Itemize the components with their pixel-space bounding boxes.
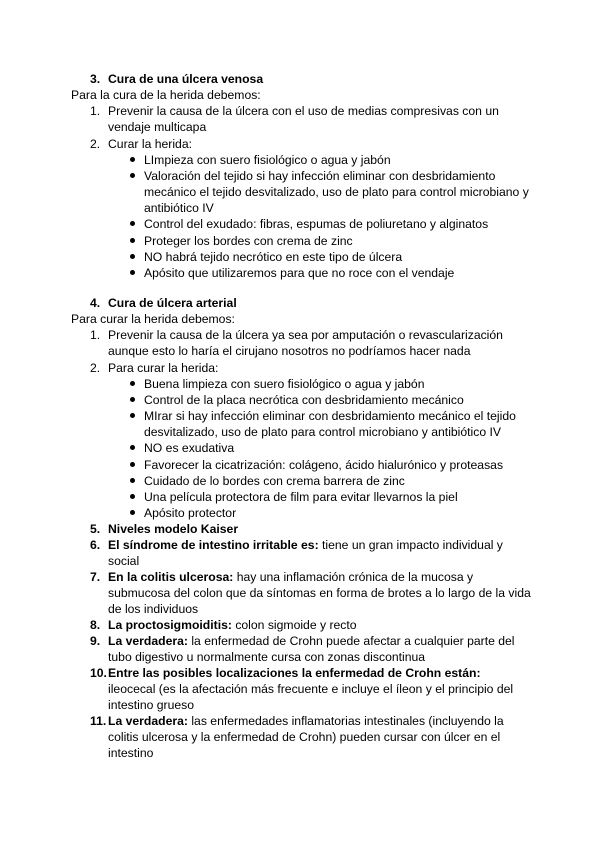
item-text: intestino xyxy=(108,746,154,760)
bullet-text: Control de la placa necrótica con desbridamiento mecánico xyxy=(144,393,464,407)
item-text: intestino grueso xyxy=(108,698,195,712)
bullet-icon xyxy=(130,270,135,275)
section-number: 4. xyxy=(90,296,101,310)
item-bold-text: La verdadera: xyxy=(108,714,188,728)
bullet-icon xyxy=(130,445,135,450)
step-text: vendaje multicapa xyxy=(108,120,207,134)
step-text: Prevenir la causa de la úlcera ya sea por amputación o revascularización xyxy=(108,328,503,342)
item-number: 11. xyxy=(90,714,107,728)
item-number: 8. xyxy=(90,618,101,632)
step-text: aunque esto lo haría el cirujano nosotros no podríamos hacer nada xyxy=(108,344,471,358)
item-text: social xyxy=(108,554,140,568)
bullet-text: antibiótico IV xyxy=(144,201,214,215)
bullet-text: NO habrá tejido necrótico en este tipo de úlcera xyxy=(144,250,403,264)
item-text: submucosa del colon que da síntomas en forma de brotes a lo largo de la vida xyxy=(108,586,531,600)
step-number: 1. xyxy=(90,328,101,342)
bullet-text: Cuidado de lo bordes con crema barrera de zinc xyxy=(144,474,405,488)
bullet-icon xyxy=(130,397,135,402)
bullet-text: MIrar si hay infección eliminar con desbridamiento mecánico el tejido xyxy=(144,409,516,423)
section-heading: Cura de úlcera arterial xyxy=(108,296,237,310)
item-text: ileocecal (es la afectación más frecuente e incluye el íleon y el principio del xyxy=(108,682,514,696)
item-line xyxy=(108,713,504,729)
item-number: 10. xyxy=(90,666,107,680)
bullet-icon xyxy=(130,510,135,515)
item-text: la enfermedad de Crohn puede afectar a cualquier parte del xyxy=(191,634,515,648)
item-number: 6. xyxy=(90,538,101,552)
item-bold-text: La verdadera: xyxy=(108,634,188,648)
item-line xyxy=(108,633,515,649)
bullet-icon xyxy=(130,157,135,162)
section-heading: Cura de una úlcera venosa xyxy=(108,72,264,86)
item-bold-text: Niveles modelo Kaiser xyxy=(108,522,239,536)
step-number: 1. xyxy=(90,104,101,118)
bullet-icon xyxy=(130,173,135,178)
item-bold-text: En la colitis ulcerosa: xyxy=(108,570,234,584)
bullet-text: Buena limpieza con suero fisiológico o agua y jabón xyxy=(144,377,425,391)
bullet-icon xyxy=(130,381,135,386)
item-text: colitis ulcerosa y la enfermedad de Crohn) pueden cursar con úlcer en el xyxy=(108,730,501,744)
section-intro: Para la cura de la herida debemos: xyxy=(71,88,261,102)
item-text: las enfermedades inflamatorias intestinales (incluyendo la xyxy=(191,714,504,728)
step-text: Para curar la herida: xyxy=(108,361,219,375)
item-text: hay una inflamación crónica de la mucosa y xyxy=(236,570,474,584)
item-text: tiene un gran impacto individual y xyxy=(322,538,503,552)
item-number: 9. xyxy=(90,634,101,648)
item-text: colon sigmoide y recto xyxy=(235,618,357,632)
bullet-text: NO es exudativa xyxy=(144,441,235,455)
step-text: Curar la herida: xyxy=(108,137,192,151)
bullet-text: Control del exudado: fibras, espumas de poliuretano y alginatos xyxy=(144,217,489,231)
bullet-icon xyxy=(130,494,135,499)
bullet-text: Una película protectora de film para evitar llevarnos la piel xyxy=(144,490,458,504)
bullet-text: mecánico el tejido desvitalizado, uso de plato para control microbiano y xyxy=(144,185,529,199)
item-number: 7. xyxy=(90,570,101,584)
item-line xyxy=(108,569,473,585)
section-number: 3. xyxy=(90,72,101,86)
item-text: de los individuos xyxy=(108,602,199,616)
bullet-text: Apósito protector xyxy=(144,506,237,520)
bullet-text: Favorecer la cicatrización: colágeno, ácido hialurónico y proteasas xyxy=(144,458,504,472)
item-bold-text: El síndrome de intestino irritable es: xyxy=(108,538,319,552)
bullet-icon xyxy=(130,238,135,243)
step-number: 2. xyxy=(90,361,101,375)
item-number: 5. xyxy=(90,522,101,536)
step-text: Prevenir la causa de la úlcera con el uso de medias compresivas con un xyxy=(108,104,499,118)
bullet-text: LImpieza con suero fisiológico o agua y jabón xyxy=(144,153,391,167)
step-number: 2. xyxy=(90,137,101,151)
item-text: tubo digestivo u normalmente cursa con zonas discontinua xyxy=(108,650,426,664)
bullet-text: desvitalizado, uso de plato para control microbiano y antibiótico IV xyxy=(144,425,502,439)
bullet-text: Proteger los bordes con crema de zinc xyxy=(144,234,353,248)
bullet-text: Apósito que utilizaremos para que no roce con el vendaje xyxy=(144,266,455,280)
bullet-icon xyxy=(130,478,135,483)
bullet-icon xyxy=(130,462,135,467)
item-line xyxy=(108,617,357,633)
item-bold-text: Entre las posibles localizaciones la enfermedad de Crohn están: xyxy=(108,666,481,680)
section-intro: Para curar la herida debemos: xyxy=(71,312,235,326)
bullet-icon xyxy=(130,221,135,226)
bullet-icon xyxy=(130,413,135,418)
item-bold-text: La proctosigmoiditis: xyxy=(108,618,232,632)
bullet-text: Valoración del tejido si hay infección eliminar con desbridamiento xyxy=(144,169,496,183)
item-line xyxy=(108,537,503,553)
bullet-icon xyxy=(130,254,135,259)
